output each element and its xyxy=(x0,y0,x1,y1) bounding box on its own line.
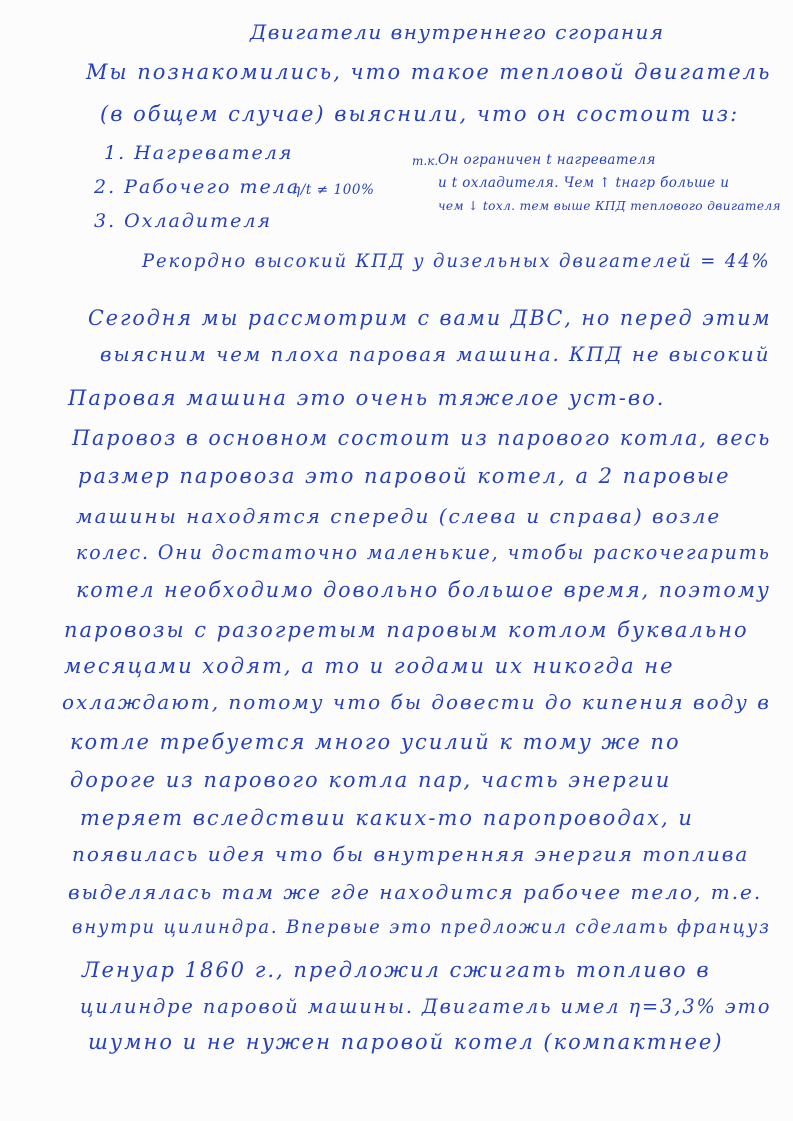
body-line-15: появилась идея что бы внутренняя энергия топлива xyxy=(72,842,750,866)
component-item-working-body: 2. Рабочего тела xyxy=(94,176,301,198)
body-line-5: размер паровоза это паровой котел, а 2 паровые xyxy=(78,464,731,488)
body-line-14: теряет вследствии каких-то паропроводах, и xyxy=(80,806,694,830)
body-line-17: внутри цилиндра. Впервые это предложил сделать француз xyxy=(72,916,771,938)
body-line-13: дороге из парового котла пар, часть энергии xyxy=(70,768,672,792)
body-line-6: машины находятся спереди (слева и справа) возле xyxy=(76,504,722,528)
body-line-7: колес. Они достаточно маленькие, чтобы раскочегарить xyxy=(76,540,771,564)
component-item-cooler: 3. Охладителя xyxy=(94,210,273,232)
record-efficiency-line: Рекордно высокий КПД у дизельных двигателей = 44% xyxy=(142,250,771,272)
body-line-8: котел необходимо довольно большое время, поэтому xyxy=(76,578,771,602)
body-line-1: Сегодня мы рассмотрим с вами ДВС, но перед этим xyxy=(88,306,772,330)
body-line-9: паровозы с разогретым паровым котлом буквально xyxy=(64,618,749,642)
body-line-10: месяцами ходят, а то и годами их никогда не xyxy=(64,654,675,678)
page-title: Двигатели внутреннего сгорания xyxy=(250,20,665,44)
side-note-line-3: чем ↓ tохл. тем выше КПД теплового двигателя xyxy=(438,198,781,213)
component-item-heater: 1. Нагревателя xyxy=(104,142,294,164)
body-line-2: выясним чем плоха паровая машина. КПД не высокий xyxy=(100,342,771,366)
body-line-11: охлаждают, потому что бы довести до кипения воду в xyxy=(62,690,771,714)
side-note-line-2: и t охладителя. Чем ↑ tнагр больше и xyxy=(438,175,730,191)
efficiency-formula: η/t ≠ 100% xyxy=(292,182,375,198)
body-line-4: Паровоз в основном состоит из парового котла, весь xyxy=(72,426,772,450)
body-line-12: котле требуется много усилий к тому же по xyxy=(70,730,681,754)
side-note xyxy=(412,150,782,222)
intro-line-2: (в общем случае) выяснили, что он состоит из: xyxy=(100,102,740,126)
body-line-18: Ленуар 1860 г., предложил сжигать топливо в xyxy=(82,958,711,982)
body-line-20: шумно и не нужен паровой котел (компактнее) xyxy=(88,1030,724,1054)
intro-line-1: Мы познакомились, что такое тепловой двигатель xyxy=(86,60,772,84)
body-line-19: цилиндре паровой машины. Двигатель имел η=3,3% это xyxy=(80,994,772,1018)
side-note-marker: т.к. xyxy=(412,154,439,168)
body-line-16: выделялась там же где находится рабочее тело, т.е. xyxy=(68,880,763,904)
side-note-line-1: Он ограничен t нагревателя xyxy=(438,152,656,168)
body-line-3: Паровая машина это очень тяжелое уст-во. xyxy=(68,386,666,410)
